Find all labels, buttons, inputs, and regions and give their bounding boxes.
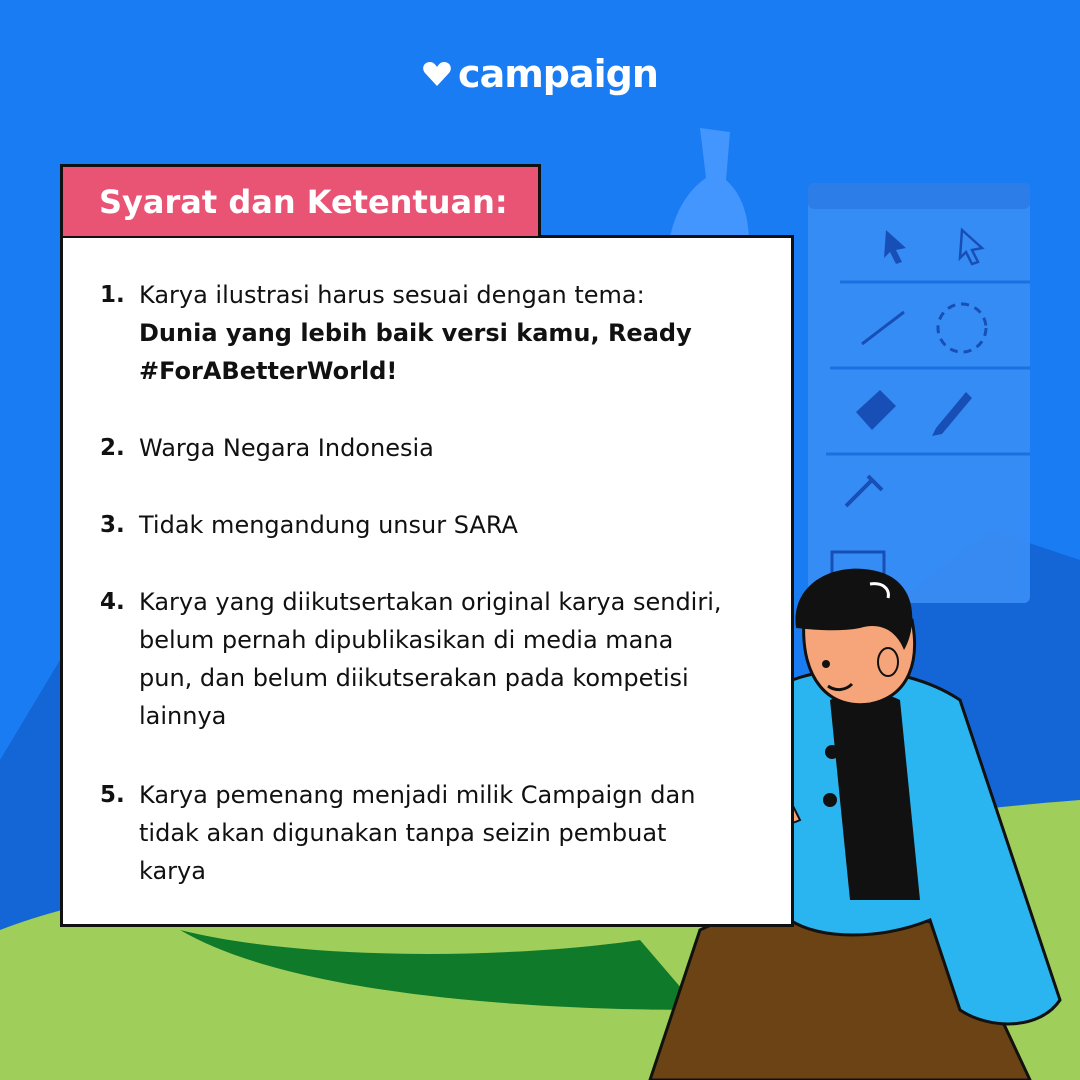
terms-title-banner xyxy=(60,164,541,236)
term-body: Karya ilustrasi harus sesuai dengan tema: xyxy=(139,281,645,309)
heart-icon xyxy=(422,59,452,89)
term-text: Karya pemenang menjadi milik Campaign dan tidak akan digunakan tanpa seizin pembuat karya xyxy=(139,781,696,885)
campaign-logo xyxy=(0,48,1080,100)
term-number: 5. xyxy=(100,782,125,808)
term-number: 4. xyxy=(100,589,125,615)
term-theme-emphasis: Dunia yang lebih baik versi kamu, Ready #ForABetterWorld! xyxy=(139,319,692,385)
term-text: Warga Negara Indonesia xyxy=(139,434,434,462)
term-text xyxy=(139,276,729,390)
terms-title: Syarat dan Ketentuan: xyxy=(99,182,508,221)
term-text: Karya yang diikutsertakan original karya sendiri, belum pernah dipublikasikan di media mana pun, dan belum diikutserakan pada kompetisi lainnya xyxy=(139,588,722,730)
term-number: 1. xyxy=(100,282,125,308)
logo-wordmark: campaign xyxy=(458,52,658,96)
term-text: Tidak mengandung unsur SARA xyxy=(139,511,518,539)
term-number: 3. xyxy=(100,512,125,538)
drawing-toolbar xyxy=(808,183,1030,603)
term-number: 2. xyxy=(100,435,125,461)
